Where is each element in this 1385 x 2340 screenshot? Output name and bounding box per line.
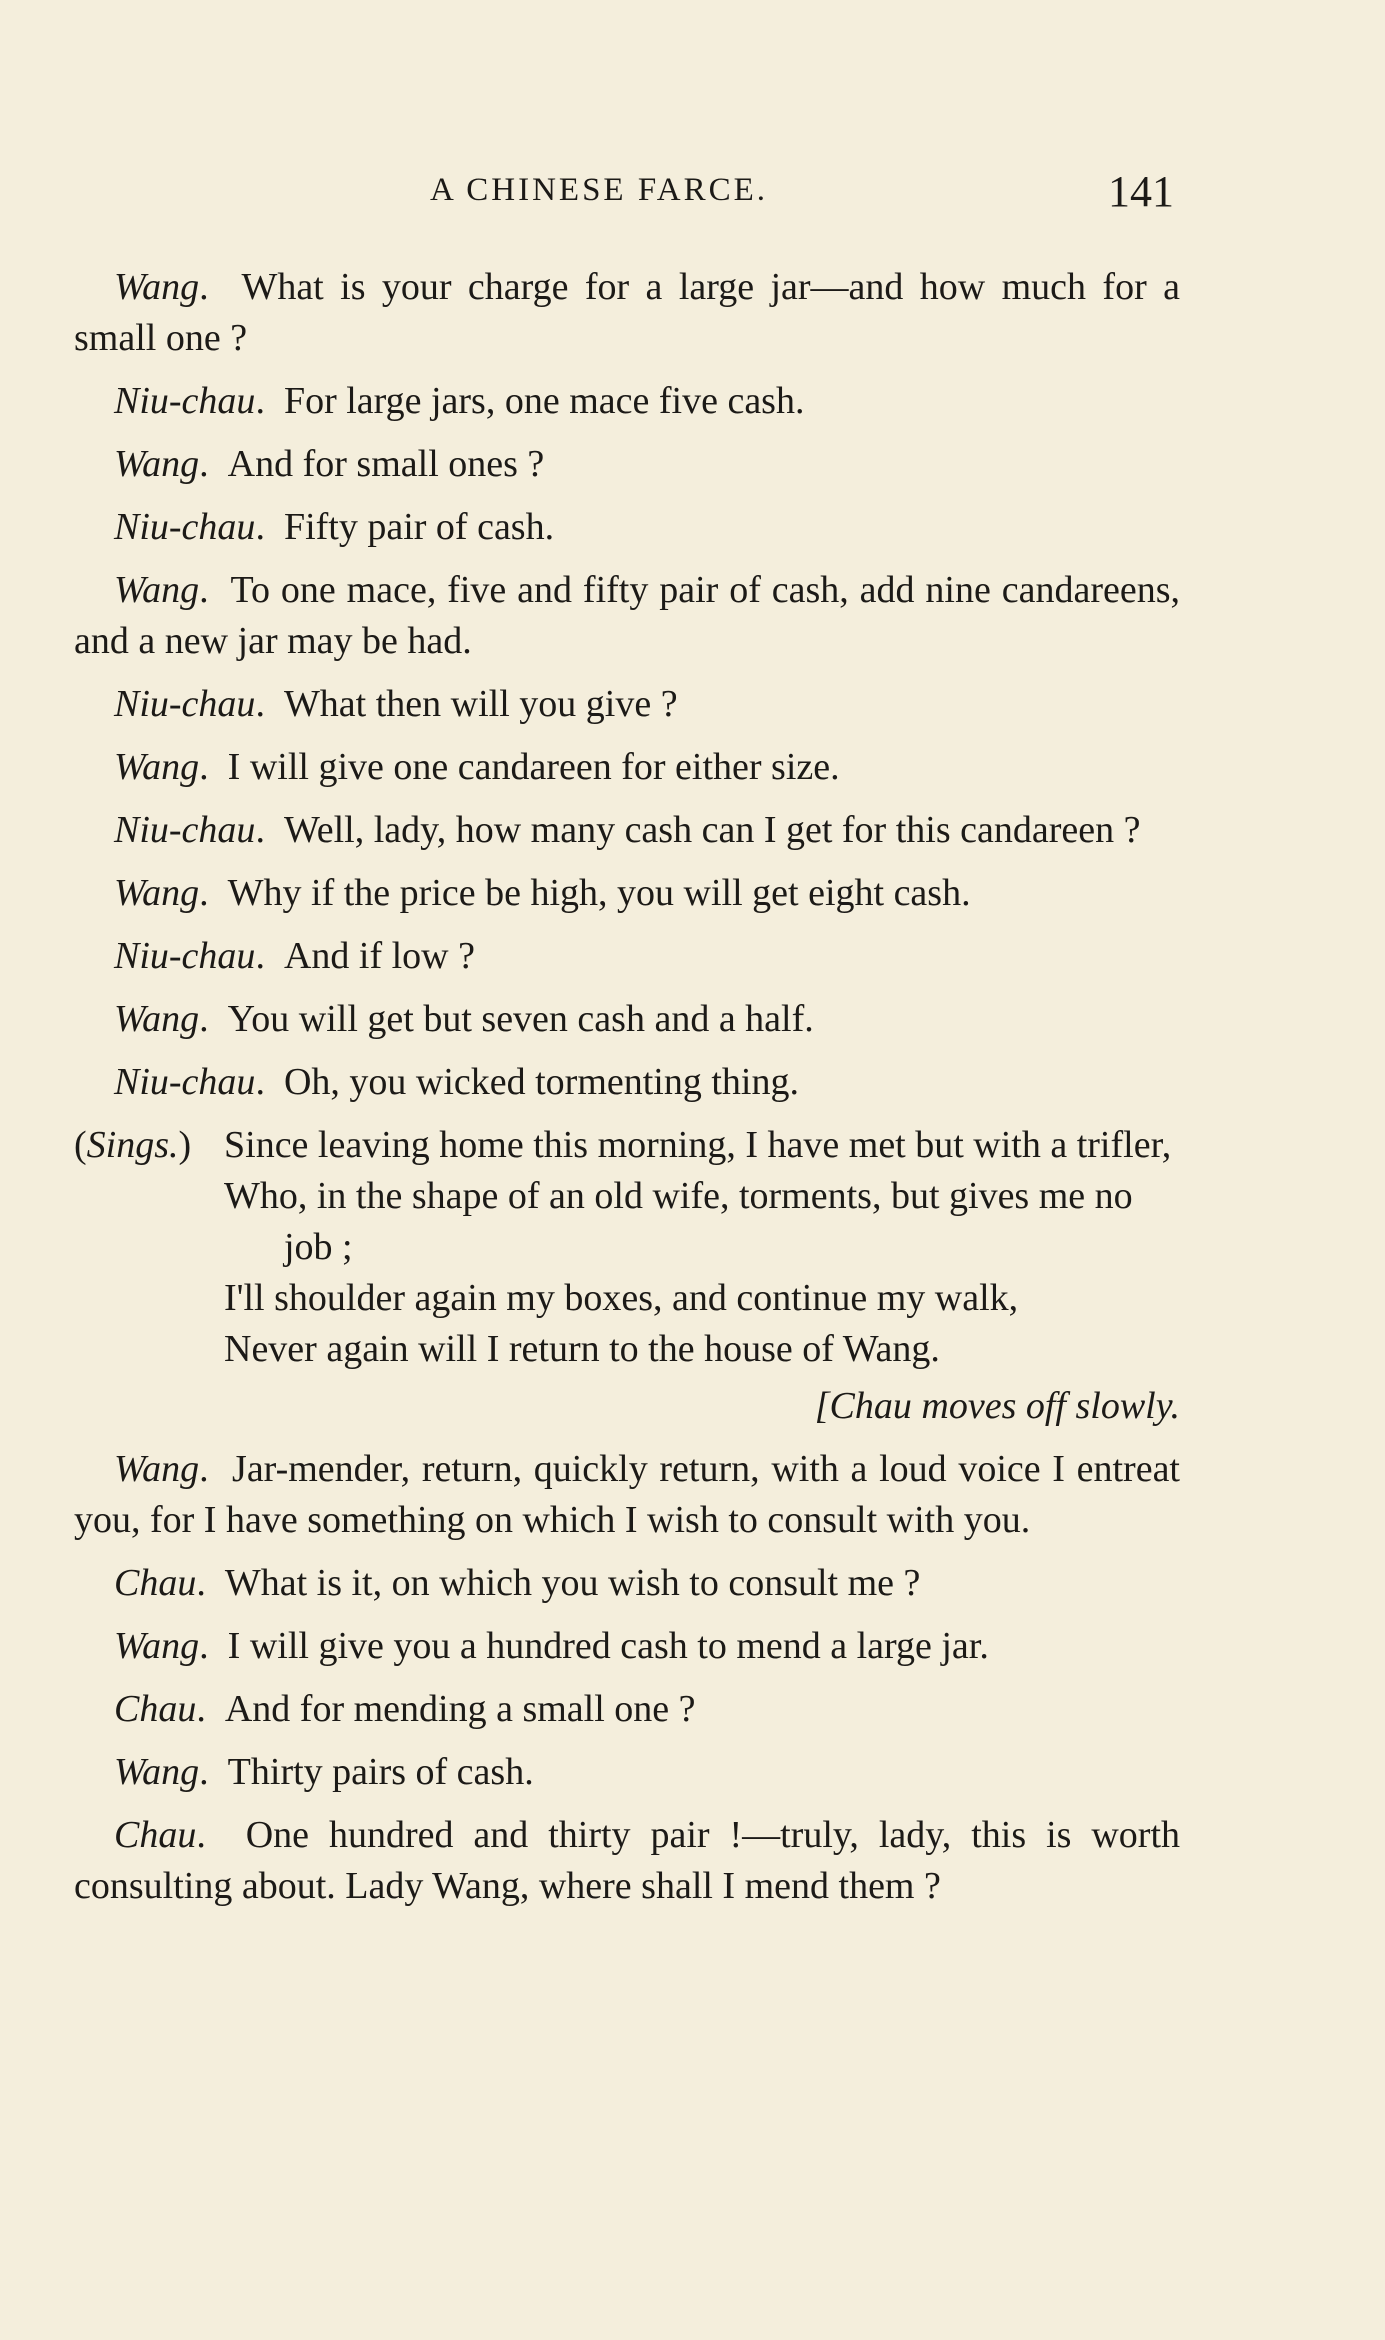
speech-text: What is it, on which you wish to consult me ?	[224, 1562, 921, 1604]
speaker-name: Wang .	[114, 1448, 232, 1490]
speech-text: For large jars, one mace five cash.	[283, 380, 805, 422]
dialogue-line	[74, 502, 1180, 553]
speaker-name: Wang .	[114, 1625, 228, 1667]
speech-text: And if low ?	[283, 935, 475, 977]
dialogue-line	[74, 1621, 1180, 1672]
speaker-name: Niu-chau .	[114, 506, 284, 548]
verse-line: I'll shoulder again my boxes, and continue my walk,	[224, 1277, 1019, 1319]
dialogue-line	[74, 868, 1180, 919]
dialogue-line	[74, 1057, 1180, 1108]
running-title: A CHINESE FARCE.	[430, 172, 769, 208]
dialogue-line	[74, 1747, 1180, 1798]
dialogue-line	[74, 931, 1180, 982]
dialogue-section-a	[74, 262, 1180, 1108]
speaker-name: Chau .	[114, 1688, 225, 1730]
song-verse	[74, 1120, 1180, 1375]
dialogue-line	[74, 1684, 1180, 1735]
speech-text: Why if the price be high, you will get eight cash.	[227, 872, 971, 914]
speaker-name: Niu-chau .	[114, 380, 284, 422]
speaker-name: Wang .	[114, 1751, 228, 1793]
speech-text: You will get but seven cash and a half.	[227, 998, 814, 1040]
dialogue-line	[74, 742, 1180, 793]
speech-text: What is your charge for a large jar—and how much for a small one ?	[74, 266, 1180, 359]
speaker-name: Niu-chau .	[114, 935, 284, 977]
speech-text: Fifty pair of cash.	[283, 506, 555, 548]
dialogue-line	[74, 565, 1180, 667]
dialogue-line	[74, 1444, 1180, 1546]
speaker-name: Wang .	[114, 872, 228, 914]
speaker-name: Wang .	[114, 569, 230, 611]
dialogue-line	[74, 1558, 1180, 1609]
speech-text: One hundred and thirty pair !—truly, lady, this is worth consulting about. Lady Wang, where shall I mend them ?	[74, 1814, 1180, 1907]
dialogue-line	[74, 994, 1180, 1045]
speaker-name: Niu-chau .	[114, 1061, 284, 1103]
dialogue-line	[74, 376, 1180, 427]
speech-text: Thirty pairs of cash.	[227, 1751, 534, 1793]
dialogue-line	[74, 1810, 1180, 1912]
dialogue-line	[74, 805, 1180, 856]
dialogue-line	[74, 262, 1180, 364]
speech-text: Well, lady, how many cash can I get for this candareen ?	[283, 809, 1141, 851]
speech-text: And for small ones ?	[227, 443, 545, 485]
sings-label: (Sings.)	[74, 1124, 192, 1166]
speaker-name: Niu-chau .	[114, 809, 284, 851]
dialogue-line	[74, 679, 1180, 730]
speaker-name: Wang .	[114, 266, 241, 308]
speech-text: Jar-mender, return, quickly return, with a loud voice I entreat you, for I have something on which I wish to consult with you.	[74, 1448, 1180, 1541]
speaker-name: Wang .	[114, 998, 228, 1040]
dialogue-section-b	[74, 1444, 1180, 1912]
speaker-name: Wang .	[114, 443, 228, 485]
speaker-name: Wang .	[114, 746, 228, 788]
speaker-name: Chau .	[114, 1814, 246, 1856]
speech-text: I will give you a hundred cash to mend a large jar.	[227, 1625, 989, 1667]
speech-text: I will give one candareen for either size.	[227, 746, 840, 788]
verse-line: Since leaving home this morning, I have met but with a trifler,	[224, 1124, 1172, 1166]
speech-text: Oh, you wicked tormenting thing.	[283, 1061, 799, 1103]
speech-text: What then will you give ?	[283, 683, 678, 725]
verse-line: Who, in the shape of an old wife, torments, but gives me no job ;	[224, 1175, 1133, 1268]
body-text	[74, 262, 1180, 1924]
speaker-name: Chau .	[114, 1562, 225, 1604]
dialogue-line	[74, 439, 1180, 490]
speaker-name: Niu-chau .	[114, 683, 284, 725]
stage-direction: [Chau moves off slowly.	[814, 1385, 1180, 1427]
speech-text: And for mending a small one ?	[224, 1688, 696, 1730]
page-number: 141	[1108, 167, 1174, 216]
speech-text: To one mace, five and fifty pair of cash, add nine candareens, and a new jar may be had.	[74, 569, 1181, 662]
verse-line: Never again will I return to the house of Wang.	[224, 1328, 940, 1370]
